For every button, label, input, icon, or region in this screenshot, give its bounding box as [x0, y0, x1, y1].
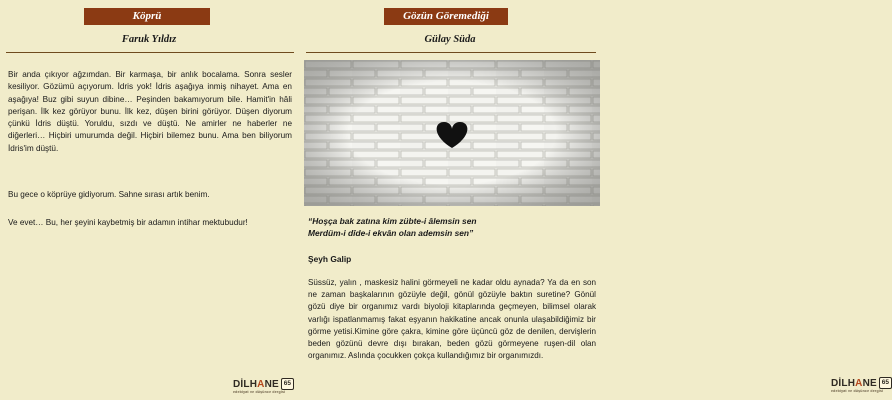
author-gulay: Gülay Süda [424, 34, 476, 45]
issue-number-badge: 65 [281, 378, 294, 390]
author-divider [306, 52, 596, 53]
section-title-gozun: Gözün Göremediği [384, 8, 508, 25]
section-title-kopru: Köprü [84, 8, 210, 25]
quote-line: Merdüm-i dîde-i ekvân olan ademsin sen” [308, 228, 474, 239]
quote-line: “Hoşça bak zatına kim zübte-i âlemsin sen [308, 216, 477, 226]
logo-wordmark: DİLHANE edebiyat ve düşünce dergisi [233, 378, 286, 394]
issue-number-badge: 65 [879, 377, 892, 389]
author-faruk: Faruk Yıldız [121, 34, 177, 45]
brick-wall-heart-image [304, 60, 600, 206]
story-paragraph: Bir anda çıkıyor ağzımdan. Bir karmaşa, bir anlık bocalama. Sonra sesler kesiliyor. Gözümü açıyorum. İdris yok! İdris aşağıya inmiş nihayet. Ama en aşağıya! Buz gibi suyun dibine… Peşinden bakamıyorum bile. Hamit'in hâli perişan. İlk kez görüyor bunu. İlk kez, düşen birini görüyor. Düşen diyorum çünkü İdris düştü. Yoruldu, sızdı ve düştü. Ne amirler ne haberler ne diğerleri… Hiçbiri umurumda değil. Hiçbiri bilemez bunu. Ama ben biliyorum İdris'im düştü. [8, 70, 292, 153]
brick-wall-svg [304, 60, 600, 206]
story-paragraph: Ve evet… Bu, her şeyini kaybetmiş bir adamın intihar mektubudur! [8, 218, 248, 227]
quote-attribution: Şeyh Galip [308, 254, 352, 264]
author-divider [6, 52, 294, 53]
poem-quote [308, 215, 598, 239]
dilhane-logo [831, 377, 892, 393]
logo-wordmark: DİLHANE edebiyat ve düşünce dergisi [831, 377, 884, 393]
dilhane-logo [233, 378, 294, 394]
essay-paragraph: Süssüz, yalın , maskesiz halini görmeyeli ne kadar oldu aynada? Ya da en son ne zaman başkalarının gözüyle değil, gönül gözüyle baktın suretine? Gönül gözü diye bir organımız vardı biyoloji kitaplarında geçmeyen, bilimsel olarak varlığı ispatlanmamış fakat eşyanın hakikatine ancak onunla ulaşabildiğimiz bir görme yetisi.Kimine göre çakra, kimine göre üçüncü göz de denilen, dervişlerin beden gözünü devre dışı bırakan, beden gözü görmeyene ruşen-dil olan organımız. Aslında çocukken çokça kullandığımız bir organımızdı. [308, 278, 596, 361]
story-paragraph: Bu gece o köprüye gidiyorum. Sahne sırası artık benim. [8, 190, 210, 199]
